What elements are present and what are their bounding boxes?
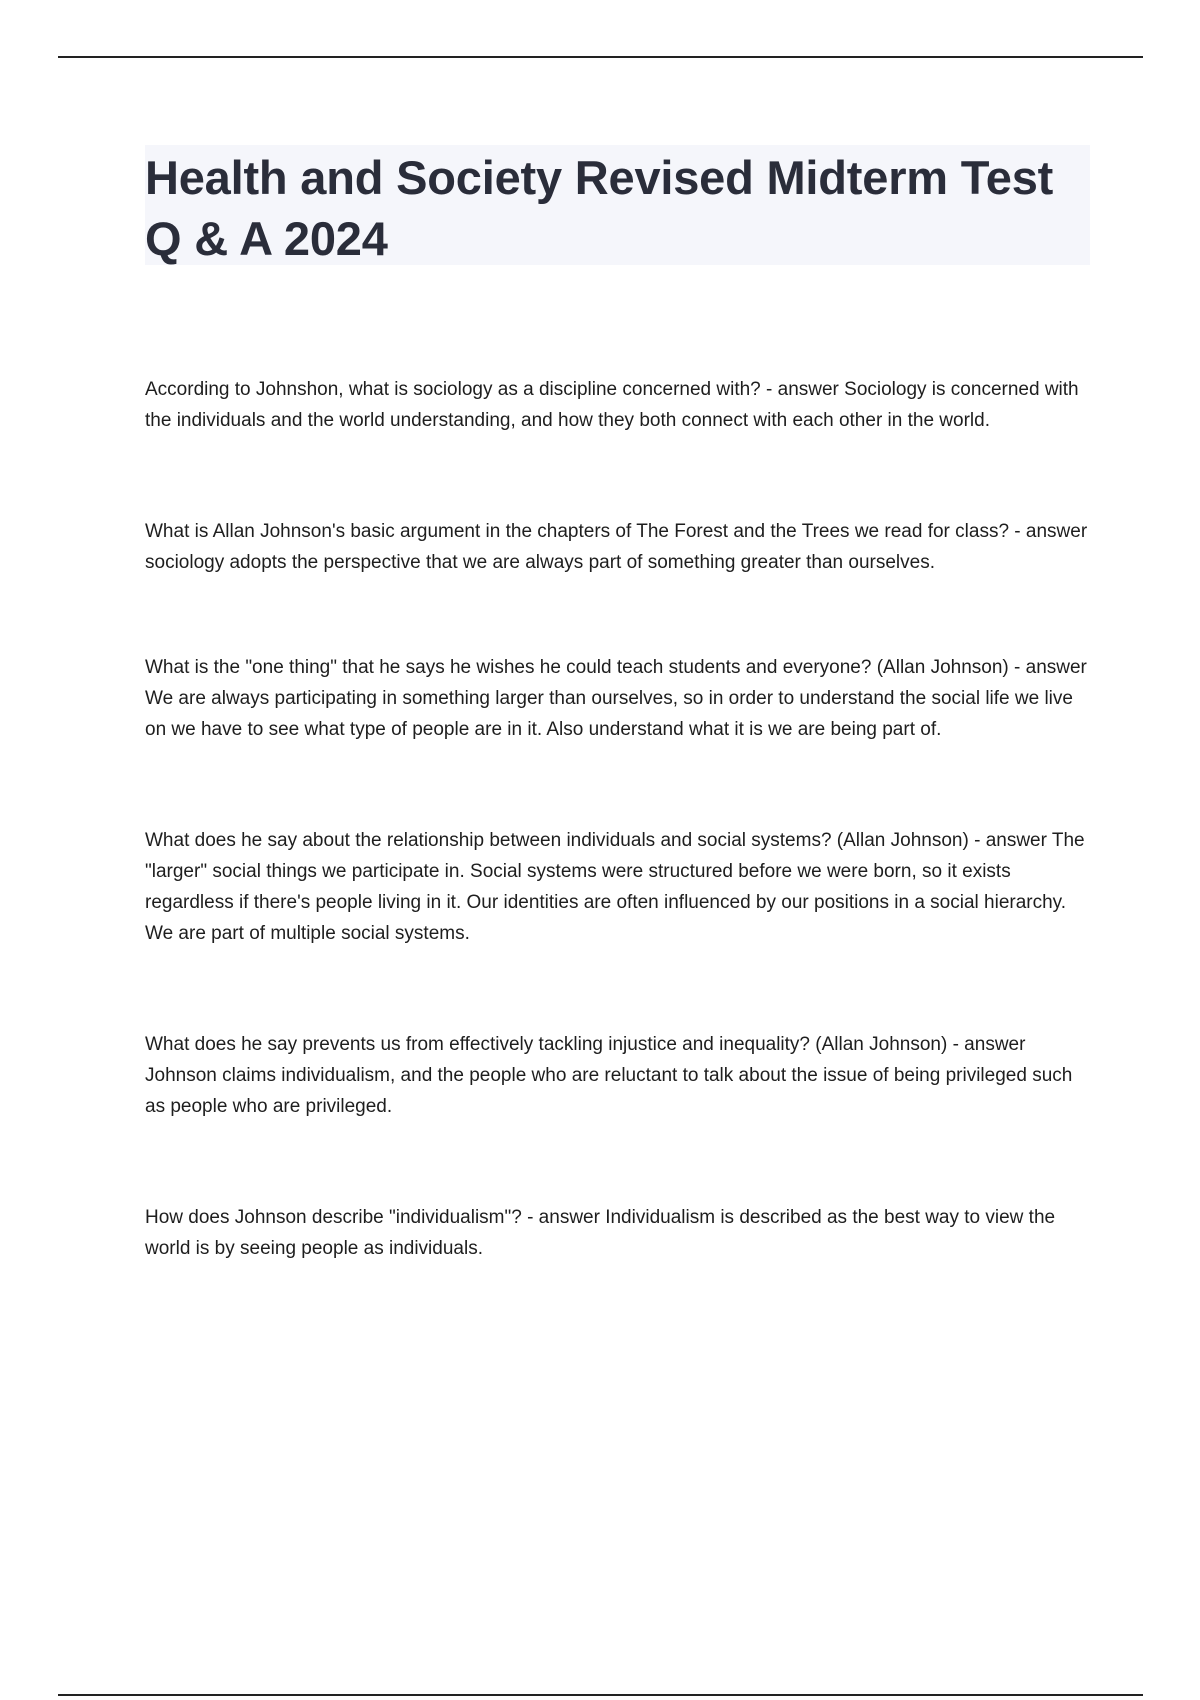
top-divider — [58, 56, 1143, 58]
qa-item: According to Johnshon, what is sociology as a discipline concerned with? - answer Sociology is concerned with the individuals and the world understanding, and how they both connect with each other in the world. — [145, 379, 1079, 431]
qa-item: How does Johnson describe "individualism"? - answer Individualism is described as the best way to view the world is by seeing people as individuals. — [145, 1207, 1056, 1259]
qa-list — [145, 374, 1095, 1344]
qa-item: What does he say about the relationship between individuals and social systems? (Allan Johnson) - answer The "larger" social things we participate in. Social systems were structured before we were born, so it exists regardless if there's people living in it. Our identities are often influenced by our positions in a social hierarchy. We are part of multiple social systems. — [145, 830, 1085, 944]
bottom-divider — [58, 1694, 1143, 1696]
qa-item: What is the "one thing" that he says he wishes he could teach students and everyone? (Allan Johnson) - answer We are always participating in something larger than ourselves, so in order to understand the social life we live on we have to see what type of people are in it. Also understand what it is we are being part of. — [145, 657, 1087, 740]
document-title: Health and Society Revised Midterm Test Q & A 2024 — [145, 151, 1054, 265]
qa-item: What does he say prevents us from effectively tackling injustice and inequality? (Allan Johnson) - answer Johnson claims individualism, and the people who are reluctant to talk about the issue of being privileged such as people who are privileged. — [145, 1034, 1073, 1117]
title-block — [145, 145, 1090, 265]
qa-item: What is Allan Johnson's basic argument in the chapters of The Forest and the Trees we read for class? - answer sociology adopts the perspective that we are always part of something greater than ourselves. — [145, 521, 1088, 573]
